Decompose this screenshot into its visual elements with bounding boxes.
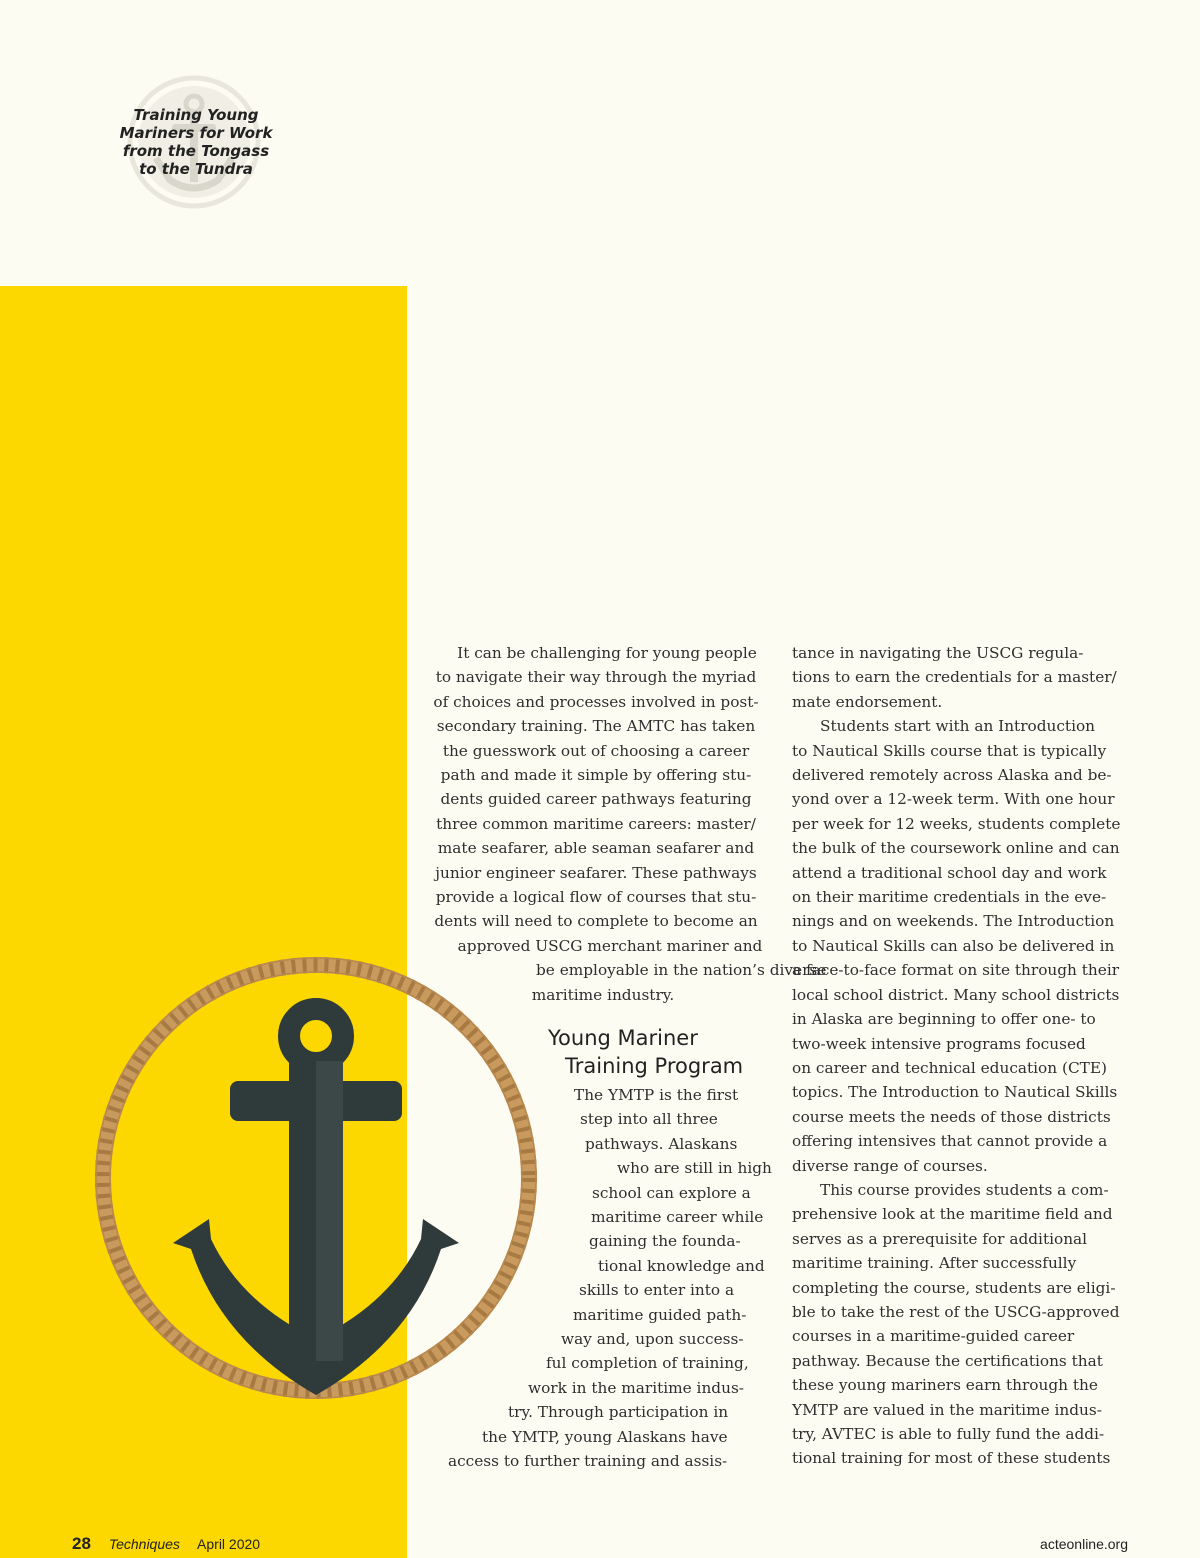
text-line: tional knowledge and	[598, 1256, 765, 1275]
text-line: pathways. Alaskans	[585, 1134, 738, 1153]
text-line: tions to earn the credentials for a master/	[792, 668, 1117, 687]
text-line: who are still in high	[617, 1159, 772, 1178]
text-line: the guesswork out of choosing a career	[442, 741, 750, 760]
text-line: work in the maritime indus-	[528, 1378, 744, 1397]
text-line: two-week intensive programs focused	[792, 1034, 1086, 1053]
text-line: ble to take the rest of the USCG-approved	[792, 1302, 1120, 1321]
badge-title-line: Mariners for Work	[119, 124, 273, 142]
text-line: It can be challenging for young people	[457, 644, 757, 662]
text-line: the YMTP, young Alaskans have	[482, 1427, 728, 1446]
text-line: access to further training and assis-	[448, 1452, 728, 1471]
section-heading	[548, 1024, 768, 1080]
text-line: maritime guided path-	[573, 1305, 747, 1324]
text-line: dents will need to complete to become an	[434, 912, 758, 931]
page-number: 28	[72, 1534, 91, 1553]
text-line: junior engineer seafarer. These pathways	[435, 863, 757, 882]
text-line: courses in a maritime-guided career	[792, 1327, 1075, 1346]
section-heading-line: Training Program	[565, 1054, 744, 1078]
text-line: ful completion of training,	[546, 1354, 749, 1373]
text-line: maritime training. After successfully	[792, 1254, 1077, 1273]
article-intro-paragraph	[426, 641, 827, 1007]
text-line: diverse range of courses.	[792, 1156, 988, 1175]
text-line: This course provides students a com-	[820, 1180, 1109, 1199]
text-line: pathway. Because the certifications that	[792, 1351, 1103, 1370]
badge-title-line: Training Young	[133, 106, 259, 124]
text-line: secondary training. The AMTC has taken	[436, 717, 756, 736]
text-line: course meets the needs of those districts	[792, 1107, 1111, 1126]
text-line: yond over a 12-week term. With one hour	[792, 790, 1115, 809]
text-line: mate endorsement.	[792, 692, 943, 711]
text-line: on their maritime credentials in the eve-	[792, 888, 1107, 907]
text-line: try. Through participation in	[508, 1403, 729, 1422]
text-line: prehensive look at the maritime field and	[792, 1205, 1113, 1224]
text-line: be employable in the nation’s diverse	[536, 961, 827, 980]
column-two-text	[792, 641, 1137, 1471]
text-line: skills to enter into a	[579, 1281, 735, 1300]
text-line: maritime career while	[591, 1208, 764, 1227]
text-line: a face-to-face format on site through their	[792, 961, 1120, 980]
text-line: of choices and processes involved in post-	[433, 692, 759, 711]
text-line: the bulk of the coursework online and can	[792, 839, 1120, 858]
text-line: local school district. Many school districts	[792, 985, 1120, 1004]
text-line: delivered remotely across Alaska and be-	[792, 766, 1112, 785]
text-line: YMTP are valued in the maritime indus-	[792, 1400, 1102, 1419]
text-line: to navigate their way through the myriad	[435, 668, 757, 687]
text-line: per week for 12 weeks, students complete	[792, 814, 1121, 833]
text-line: to Nautical Skills course that is typically	[792, 741, 1107, 760]
badge-title	[96, 106, 296, 178]
text-line: tional training for most of these students	[792, 1449, 1111, 1468]
text-line: nings and on weekends. The Introduction	[792, 912, 1115, 931]
ymtp-paragraph	[440, 1083, 770, 1474]
publication-name: Techniques	[108, 1536, 180, 1552]
text-line: provide a logical flow of courses that stu-	[435, 888, 757, 907]
text-line: completing the course, students are eligi-	[792, 1278, 1116, 1297]
text-line: try, AVTEC is able to fully fund the addi-	[792, 1425, 1105, 1443]
text-line: offering intensives that cannot provide a	[792, 1132, 1108, 1151]
text-line: on career and technical education (CTE)	[792, 1058, 1107, 1077]
text-line: these young mariners earn through the	[792, 1376, 1098, 1395]
text-line: approved USCG merchant mariner and	[457, 936, 763, 955]
text-line: mate seafarer, able seaman seafarer and	[437, 839, 755, 858]
badge-title-line: to the Tundra	[139, 160, 253, 178]
badge-title-line: from the Tongass	[122, 142, 270, 160]
text-line: to Nautical Skills can also be delivered in	[792, 936, 1115, 955]
text-line: attend a traditional school day and work	[792, 863, 1107, 882]
text-line: school can explore a	[592, 1183, 751, 1202]
text-line: topics. The Introduction to Nautical Skills	[792, 1083, 1118, 1102]
text-line: dents guided career pathways featuring	[440, 790, 752, 809]
text-line: maritime industry.	[531, 985, 675, 1004]
text-line: Students start with an Introduction	[820, 717, 1096, 736]
text-line: step into all three	[580, 1110, 718, 1129]
text-line: in Alaska are beginning to offer one- to	[792, 1010, 1096, 1029]
text-line: serves as a prerequisite for additional	[792, 1229, 1088, 1248]
text-line: three common maritime careers: master/	[436, 814, 756, 833]
section-heading-line: Young Mariner	[548, 1026, 698, 1050]
text-line: The YMTP is the first	[574, 1086, 739, 1104]
website-link[interactable]: acteonline.org	[1040, 1536, 1128, 1552]
text-line: tance in navigating the USCG regula-	[792, 644, 1084, 662]
text-line: way and, upon success-	[561, 1330, 744, 1349]
issue-date: April 2020	[197, 1536, 261, 1552]
text-line: gaining the founda-	[589, 1232, 741, 1251]
page-footer	[72, 1534, 260, 1554]
text-line: path and made it simple by offering stu-	[440, 766, 752, 785]
